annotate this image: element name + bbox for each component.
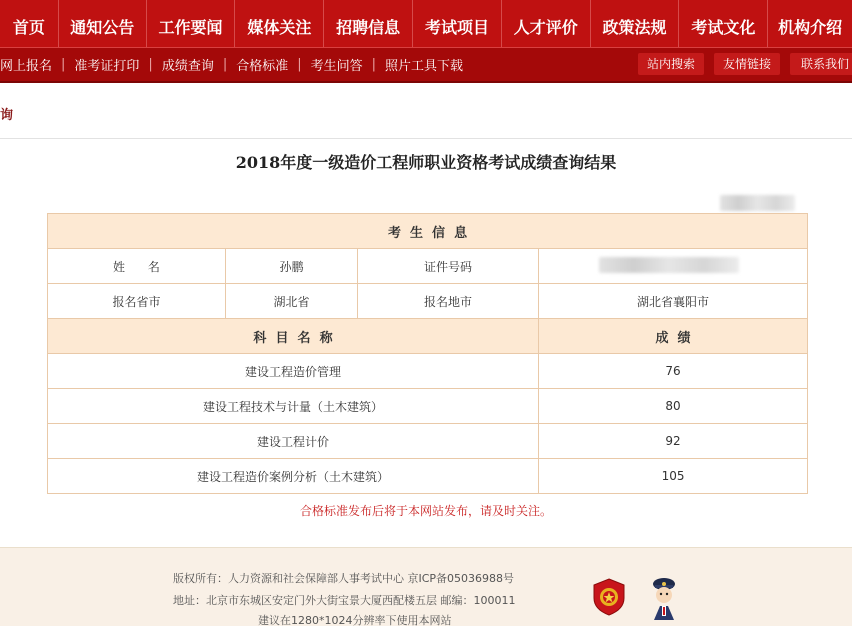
sub-nav-photo-tool[interactable]: 照片工具下载 xyxy=(385,59,464,74)
sub-nav-score-query[interactable]: 成绩查询 xyxy=(161,59,214,74)
table-row xyxy=(48,424,808,459)
contact-us-button[interactable]: 联系我们 xyxy=(790,53,852,75)
subject-score: 76 xyxy=(539,354,808,389)
table-row xyxy=(48,389,808,424)
name-label: 姓 名 xyxy=(48,249,226,284)
page-title: 2018年度一级造价工程师职业资格考试成绩查询结果 xyxy=(235,153,617,172)
subject-name: 建设工程计价 xyxy=(48,424,539,459)
province-value: 湖北省 xyxy=(226,284,358,319)
publish-notice: 合格标准发布后将于本网站发布，请及时关注。 xyxy=(299,504,552,518)
nav-item-media[interactable]: 媒体关注 xyxy=(235,0,324,47)
footer-copyright: 版权所有：人力资源和社会保障部人事考试中心 京ICP备05036988号 xyxy=(173,572,515,585)
redacted-area xyxy=(720,195,795,211)
id-number-value xyxy=(539,249,808,284)
table-row xyxy=(48,354,808,389)
subject-score: 92 xyxy=(539,424,808,459)
footer-resolution-tip: 建议在1280*1024分辨率下使用本网站 xyxy=(258,614,452,627)
sub-nav-links xyxy=(0,48,463,81)
province-label: 报名省市 xyxy=(48,284,226,319)
sub-nav-online-registration[interactable]: 网上报名 xyxy=(0,59,53,74)
site-search-button[interactable]: 站内搜索 xyxy=(638,53,704,75)
sub-nav-admission-ticket[interactable]: 准考证打印 xyxy=(74,59,140,74)
nav-item-policy[interactable]: 政策法规 xyxy=(591,0,680,47)
table-row xyxy=(48,319,808,354)
breadcrumb-bar xyxy=(0,83,852,139)
footer-address: 地址：北京市东城区安定门外大街宝景大厦西配楼五层 邮编：100011 xyxy=(173,594,516,607)
internet-police-icon[interactable] xyxy=(650,576,678,622)
national-emblem-icon[interactable] xyxy=(592,578,626,616)
separator: | xyxy=(297,57,302,72)
nav-item-notices[interactable]: 通知公告 xyxy=(59,0,147,47)
name-value: 孙鹏 xyxy=(226,249,358,284)
subject-name: 建设工程技术与计量（土木建筑） xyxy=(48,389,539,424)
id-number-label: 证件号码 xyxy=(358,249,539,284)
nav-item-culture[interactable]: 考试文化 xyxy=(679,0,768,47)
nav-item-home[interactable]: 首页 xyxy=(0,0,59,47)
table-row xyxy=(48,214,808,249)
separator: | xyxy=(148,57,153,72)
subject-header: 科 目 名 称 xyxy=(48,319,539,354)
candidate-info-header: 考 生 信 息 xyxy=(48,214,808,249)
nav-item-exam-items[interactable]: 考试项目 xyxy=(413,0,502,47)
sub-nav xyxy=(0,48,852,83)
breadcrumb: 询 xyxy=(0,108,14,123)
nav-item-recruitment[interactable]: 招聘信息 xyxy=(324,0,413,47)
score-result-table xyxy=(47,213,808,494)
redacted-id xyxy=(599,257,739,273)
table-row xyxy=(48,249,808,284)
separator: | xyxy=(61,57,66,72)
table-row xyxy=(48,284,808,319)
city-value: 湖北省襄阳市 xyxy=(539,284,808,319)
subject-score: 80 xyxy=(539,389,808,424)
subject-name: 建设工程造价管理 xyxy=(48,354,539,389)
separator: | xyxy=(222,57,228,72)
subject-name: 建设工程造价案例分析（土木建筑） xyxy=(48,459,539,494)
nav-item-about[interactable]: 机构介绍 xyxy=(778,18,843,37)
sub-nav-faq[interactable]: 考生问答 xyxy=(310,59,363,74)
nav-item-evaluation[interactable]: 人才评价 xyxy=(502,0,591,47)
separator: | xyxy=(371,57,377,72)
city-label: 报名地市 xyxy=(358,284,539,319)
sub-nav-pass-standard[interactable]: 合格标准 xyxy=(236,59,289,74)
table-row xyxy=(48,459,808,494)
nav-item-work-news[interactable]: 工作要闻 xyxy=(147,0,236,47)
score-header: 成 绩 xyxy=(539,319,808,354)
main-nav xyxy=(0,0,852,48)
subject-score: 105 xyxy=(539,459,808,494)
footer xyxy=(0,547,852,626)
friendly-links-button[interactable]: 友情链接 xyxy=(714,53,780,75)
